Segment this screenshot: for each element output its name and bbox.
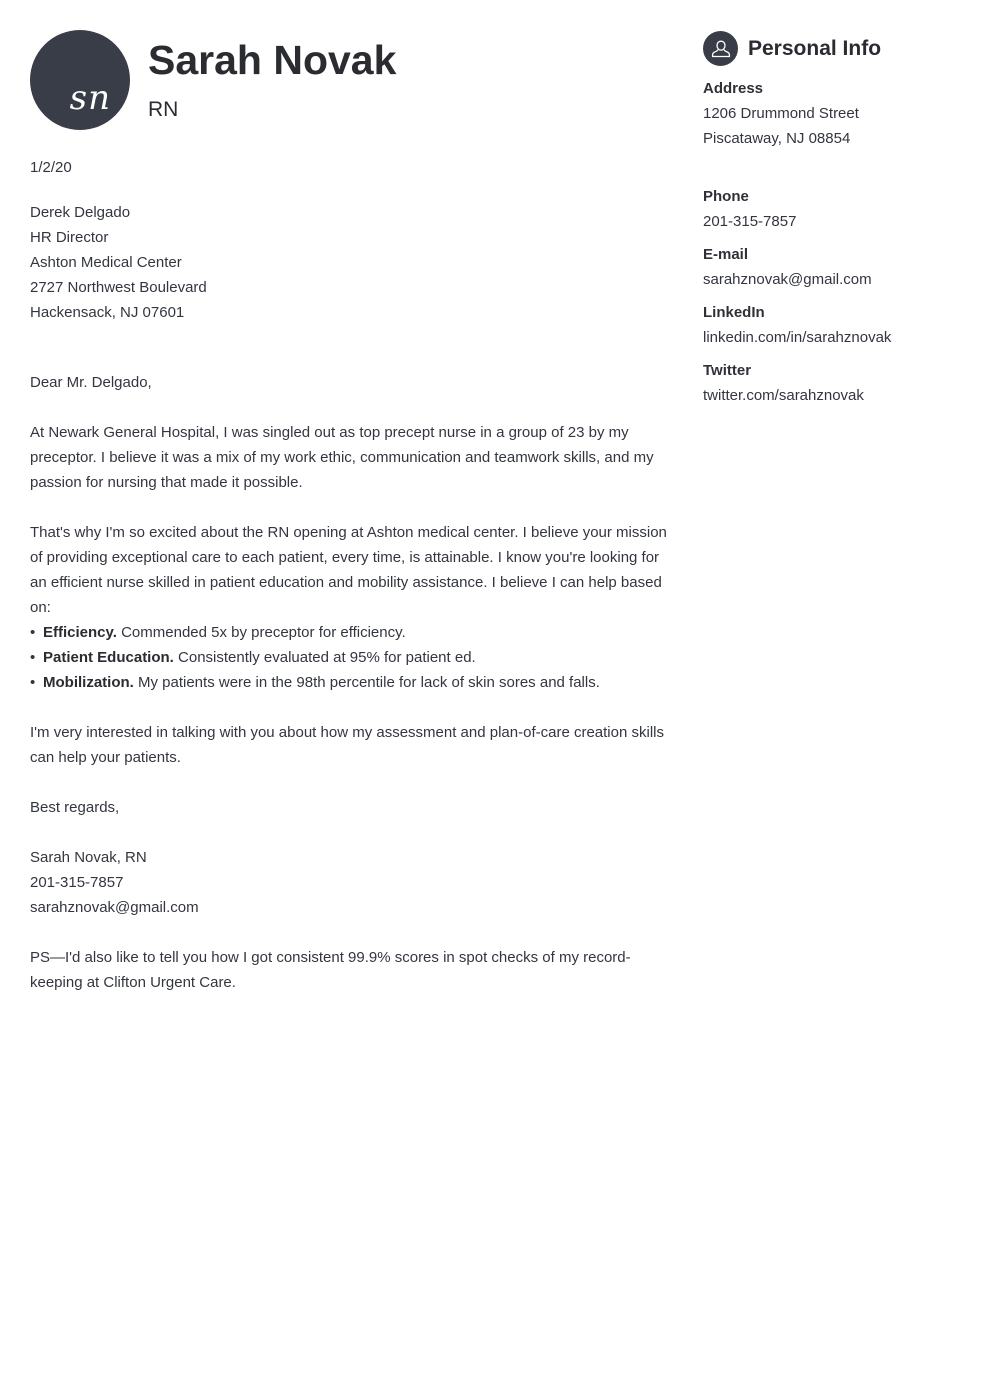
avatar [30,30,130,130]
bullet-text: My patients were in the 98th percentile for lack of skin sores and falls. [133,674,600,691]
recipient-block [30,200,670,325]
section-header [703,31,973,66]
recipient-position: HR Director [30,229,109,246]
bullet-icon: • [30,649,36,666]
section-title: Personal Info [748,36,882,60]
twitter-value[interactable]: twitter.com/sarahznovak [703,387,864,404]
bullet-text: Commended 5x by preceptor for efficiency. [116,624,406,641]
applicant-title: RN [148,98,179,121]
name-block [148,38,396,122]
bullet-list [30,620,670,695]
avatar-initials: sn [69,78,111,118]
letter-date: 1/2/20 [30,159,72,176]
signature-block [30,845,670,920]
bullet-title: Mobilization. [43,674,134,691]
applicant-name: Sarah Novak [148,37,397,83]
phone-label: Phone [703,188,749,205]
address-block [703,76,973,151]
linkedin-label: LinkedIn [703,304,765,321]
signature-phone: 201-315-7857 [30,874,124,891]
sidebar-personal-info [703,31,973,408]
closing: Best regards, [30,799,120,816]
linkedin-value[interactable]: linkedin.com/in/sarahznovak [703,329,892,346]
postscript: PS—I'd also like to tell you how I got consistent 99.9% scores in spot checks of my record-keeping at Clifton Urgent Care. [30,949,631,991]
address-line2: Piscataway, NJ 08854 [703,130,851,147]
bullet-text: Consistently evaluated at 95% for patient ed. [173,649,476,666]
letter-body [30,155,670,995]
user-icon [703,31,738,66]
recipient-city: Hackensack, NJ 07601 [30,304,185,321]
phone-value: 201-315-7857 [703,213,797,230]
header [30,30,396,130]
paragraph-motivation: That's why I'm so excited about the RN opening at Ashton medical center. I believe your mission of providing exceptional care to each patient, every time, is attainable. I know you're looking for an efficient nurse skilled in patient education and mobility assistance. I believe I can help based on: [30,524,667,616]
paragraph-closing: I'm very interested in talking with you about how my assessment and plan-of-care creation skills can help your patients. [30,724,664,766]
bullet-icon: • [30,624,36,641]
phone-block [703,184,973,234]
address-label: Address [703,80,764,97]
paragraph-intro: At Newark General Hospital, I was singled out as top precept nurse in a group of 23 by my preceptor. I believe it was a mix of my work ethic, communication and teamwork skills, and my passion for nursing that made it possible. [30,424,654,491]
salutation: Dear Mr. Delgado, [30,374,152,391]
recipient-name: Derek Delgado [30,204,131,221]
twitter-block [703,358,973,408]
bullet-item [30,670,670,695]
bullet-icon: • [30,674,36,691]
twitter-label: Twitter [703,362,752,379]
bullet-title: Efficiency. [43,624,117,641]
linkedin-block [703,300,973,350]
signature-email: sarahznovak@gmail.com [30,899,199,916]
bullet-title: Patient Education. [43,649,174,666]
recipient-street: 2727 Northwest Boulevard [30,279,207,296]
email-value[interactable]: sarahznovak@gmail.com [703,271,872,288]
email-label: E-mail [703,246,749,263]
address-line1: 1206 Drummond Street [703,105,859,122]
recipient-company: Ashton Medical Center [30,254,182,271]
bullet-item [30,645,670,670]
signature-name: Sarah Novak, RN [30,849,147,866]
bullet-item [30,620,670,645]
email-block [703,242,973,292]
